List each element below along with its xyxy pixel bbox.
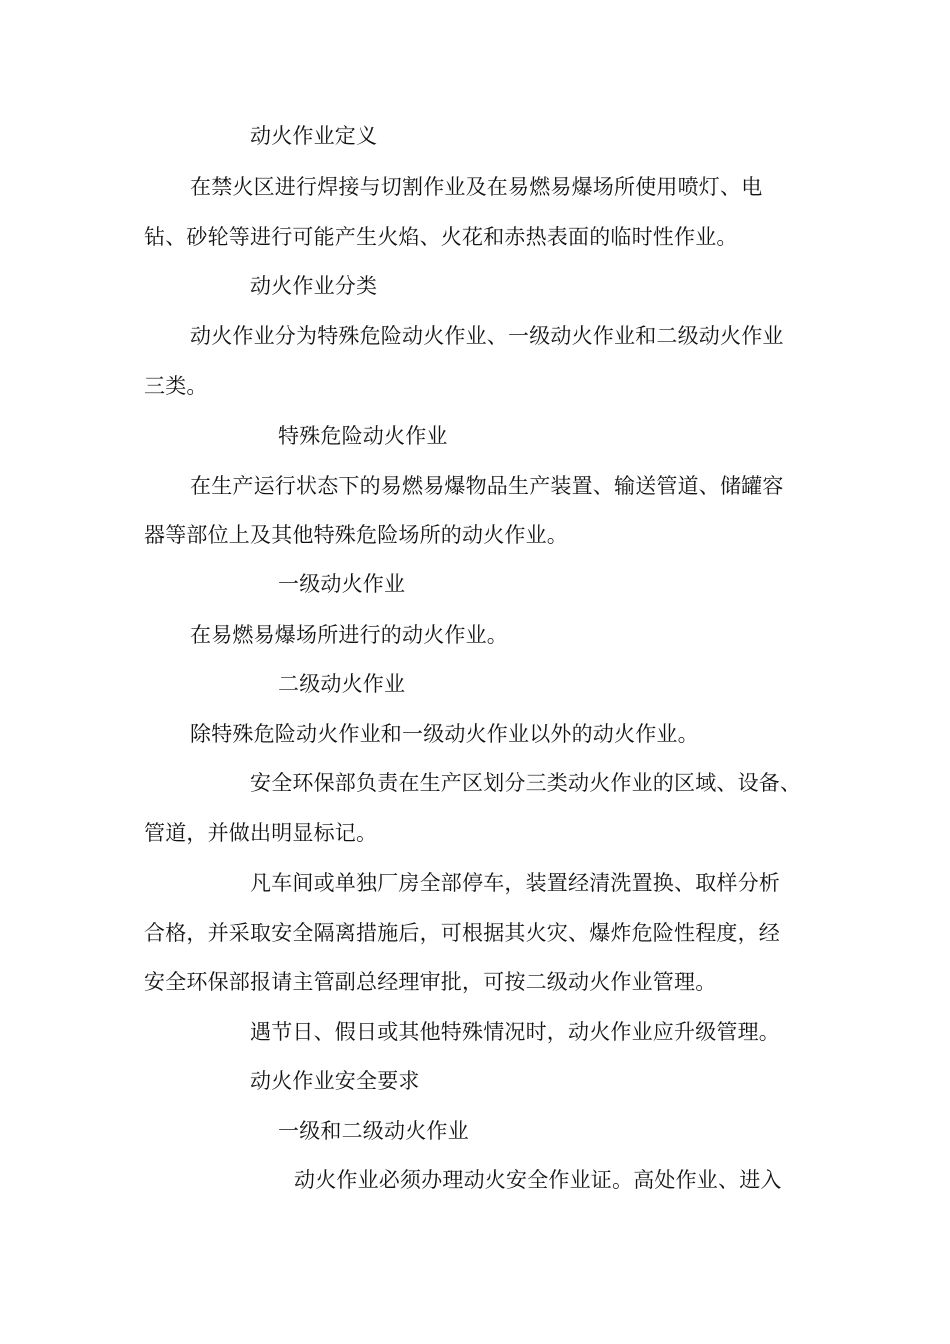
shutdown-line-2: 合格，并采取安全隔离措施后，可根据其火灾、爆炸危险性程度，经 xyxy=(144,921,780,945)
heading-safety-requirements: 动火作业安全要求 xyxy=(250,1069,420,1093)
heading-level1-and-2: 一级和二级动火作业 xyxy=(278,1119,469,1143)
heading-level2: 二级动火作业 xyxy=(278,672,406,696)
special-line-1: 在生产运行状态下的易燃易爆物品生产装置、输送管道、储罐容 xyxy=(190,474,784,498)
safety-dept-line-1: 安全环保部负责在生产区划分三类动火作业的区域、设备、 xyxy=(250,771,802,795)
special-line-2: 器等部位上及其他特殊危险场所的动火作业。 xyxy=(144,523,568,547)
shutdown-line-1: 凡车间或单独厂房全部停车，装置经清洗置换、取样分析 xyxy=(250,871,780,895)
level2-line-1: 除特殊危险动火作业和一级动火作业以外的动火作业。 xyxy=(190,722,699,746)
definition-line-1: 在禁火区进行焊接与切割作业及在易燃易爆场所使用喷灯、电 xyxy=(190,175,763,199)
heading-classification: 动火作业分类 xyxy=(250,274,378,298)
permit-line-1: 动火作业必须办理动火安全作业证。高处作业、进入 xyxy=(294,1168,782,1192)
safety-dept-line-2: 管道，并做出明显标记。 xyxy=(144,821,378,845)
heading-definition: 动火作业定义 xyxy=(250,124,378,148)
holiday-line-1: 遇节日、假日或其他特殊情况时，动火作业应升级管理。 xyxy=(250,1020,780,1044)
definition-line-2: 钻、砂轮等进行可能产生火焰、火花和赤热表面的临时性作业。 xyxy=(144,225,738,249)
level1-line-1: 在易燃易爆场所进行的动火作业。 xyxy=(190,623,508,647)
classification-line-1: 动火作业分为特殊危险动火作业、一级动火作业和二级动火作业 xyxy=(190,324,784,348)
classification-line-2: 三类。 xyxy=(144,374,208,398)
shutdown-line-3: 安全环保部报请主管副总经理审批，可按二级动火作业管理。 xyxy=(144,970,717,994)
heading-special: 特殊危险动火作业 xyxy=(278,424,448,448)
heading-level1: 一级动火作业 xyxy=(278,572,406,596)
